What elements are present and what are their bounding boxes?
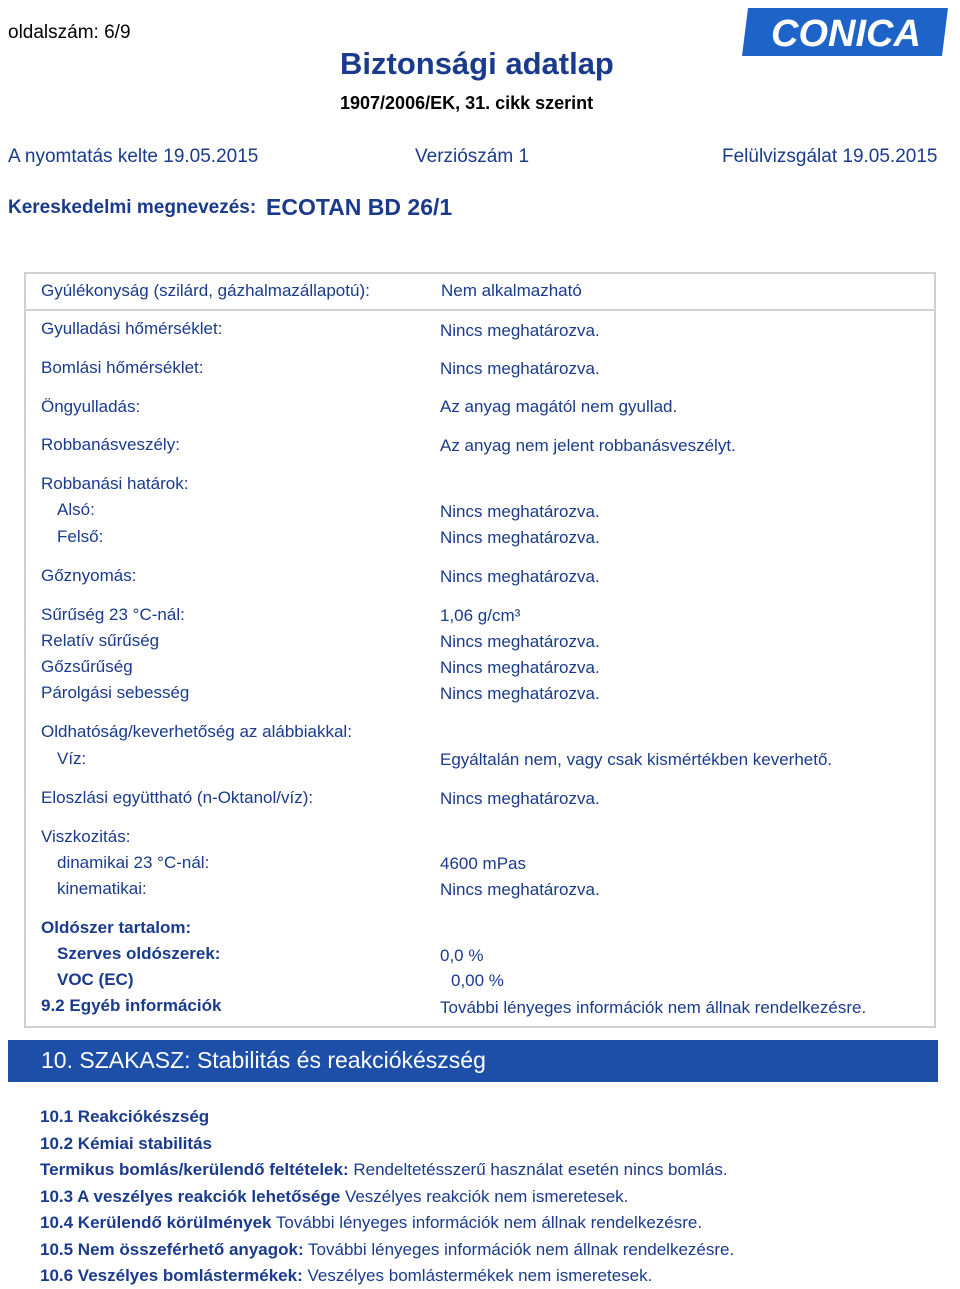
self-ignition-label: Öngyulladás: (41, 397, 141, 416)
trade-name-label: Kereskedelmi megnevezés: (8, 197, 257, 218)
water-value: Egyáltalán nem, vagy csak kismértékben keverhető. (440, 750, 833, 769)
upper-limit-label: Felső: (57, 527, 104, 546)
hazardous-reactions-value: Veszélyes reakciók nem ismeretesek. (344, 1187, 629, 1206)
water-label: Víz: (57, 749, 87, 768)
logo-text: CONICA (771, 13, 921, 55)
chemical-stability-heading: 10.2 Kémiai stabilitás (40, 1134, 212, 1153)
density-value: 1,06 g/cm³ (440, 606, 521, 625)
ignition-temp-value: Nincs meghatározva. (440, 321, 600, 340)
decomp-temp-label: Bomlási hőmérséklet: (41, 358, 204, 377)
vapour-density-label: Gőzsűrűség (41, 657, 133, 676)
other-info-value: További lényeges információk nem állnak rendelkezésre. (440, 998, 867, 1017)
evaporation-label: Párolgási sebesség (41, 683, 190, 702)
kinematic-viscosity-label: kinematikai: (57, 879, 147, 898)
revision-date: Felülvizsgálat 19.05.2015 (722, 146, 938, 167)
explosion-limits-label: Robbanási határok: (41, 474, 189, 493)
flammability-value: Nem alkalmazható (441, 281, 582, 300)
explosion-danger-label: Robbanásveszély: (41, 435, 180, 454)
print-date: A nyomtatás kelte 19.05.2015 (8, 146, 259, 167)
vapour-pressure-label: Gőznyomás: (41, 566, 137, 585)
kinematic-viscosity-value: Nincs meghatározva. (440, 880, 600, 899)
hazardous-reactions-line (40, 1187, 628, 1207)
page-number: oldalszám: 6/9 (8, 22, 131, 43)
organic-solvents-label: Szerves oldószerek: (57, 944, 221, 963)
dynamic-viscosity-value: 4600 mPas (440, 854, 526, 873)
page-title: Biztonsági adatlap (340, 46, 614, 81)
decomposition-products-label: 10.6 Veszélyes bomlástermékek: (40, 1266, 303, 1285)
decomposition-products-value: Veszélyes bomlástermékek nem ismeretesek. (307, 1266, 653, 1285)
organic-solvents-value: 0,0 % (440, 946, 484, 965)
self-ignition-value: Az anyag magától nem gyullad. (440, 397, 678, 416)
solvent-content-label: Oldószer tartalom: (41, 918, 192, 937)
thermal-decomposition-line (40, 1160, 728, 1180)
relative-density-label: Relatív sűrűség (41, 631, 160, 650)
hazardous-reactions-label: 10.3 A veszélyes reakciók lehetősége (40, 1187, 341, 1206)
upper-limit-value: Nincs meghatározva. (440, 528, 600, 547)
trade-name-value: ECOTAN BD 26/1 (266, 194, 453, 220)
vapour-density-value: Nincs meghatározva. (440, 658, 600, 677)
box-divider (24, 309, 936, 311)
conditions-avoid-line (40, 1213, 702, 1233)
incompatible-materials-line (40, 1240, 734, 1260)
dynamic-viscosity-label: dinamikai 23 °C-nál: (57, 853, 210, 872)
page-subtitle: 1907/2006/EK, 31. cikk szerint (340, 93, 594, 113)
partition-label: Eloszlási együttható (n-Oktanol/víz): (41, 788, 314, 807)
reactivity-heading: 10.1 Reakciókészség (40, 1107, 210, 1126)
evaporation-value: Nincs meghatározva. (440, 684, 600, 703)
flammability-label: Gyúlékonyság (szilárd, gázhalmazállapotú): (41, 281, 370, 300)
density-label: Sűrűség 23 °C-nál: (41, 605, 185, 624)
voc-label: VOC (EC) (57, 970, 134, 989)
incompatible-materials-label: 10.5 Nem összeférhető anyagok: (40, 1240, 304, 1259)
thermal-decomposition-value: Rendeltetésszerű használat esetén nincs bomlás. (353, 1160, 728, 1179)
lower-limit-label: Alsó: (57, 500, 95, 519)
conica-logo (742, 4, 950, 60)
voc-value: 0,00 % (451, 971, 504, 990)
thermal-decomposition-label: Termikus bomlás/kerülendő feltételek: (40, 1160, 349, 1179)
section-10-heading: 10. SZAKASZ: Stabilitás és reakciókészség (8, 1040, 938, 1082)
lower-limit-value: Nincs meghatározva. (440, 502, 600, 521)
ignition-temp-label: Gyulladási hőmérséklet: (41, 319, 223, 338)
version-number: Verziószám 1 (415, 146, 530, 167)
decomposition-products-line (40, 1266, 652, 1286)
vapour-pressure-value: Nincs meghatározva. (440, 567, 600, 586)
explosion-danger-value: Az anyag nem jelent robbanásveszélyt. (440, 436, 736, 455)
incompatible-materials-value: További lényeges információk nem állnak rendelkezésre. (308, 1240, 735, 1259)
solubility-label: Oldhatóság/keverhetőség az alábbiakkal: (41, 722, 352, 741)
viscosity-label: Viszkozitás: (41, 827, 131, 846)
other-info-label: 9.2 Egyéb információk (41, 996, 222, 1015)
decomp-temp-value: Nincs meghatározva. (440, 359, 600, 378)
conditions-avoid-value: További lényeges információk nem állnak rendelkezésre. (275, 1213, 703, 1232)
relative-density-value: Nincs meghatározva. (440, 632, 600, 651)
conditions-avoid-label: 10.4 Kerülendő körülmények (40, 1213, 272, 1232)
partition-value: Nincs meghatározva. (440, 789, 600, 808)
